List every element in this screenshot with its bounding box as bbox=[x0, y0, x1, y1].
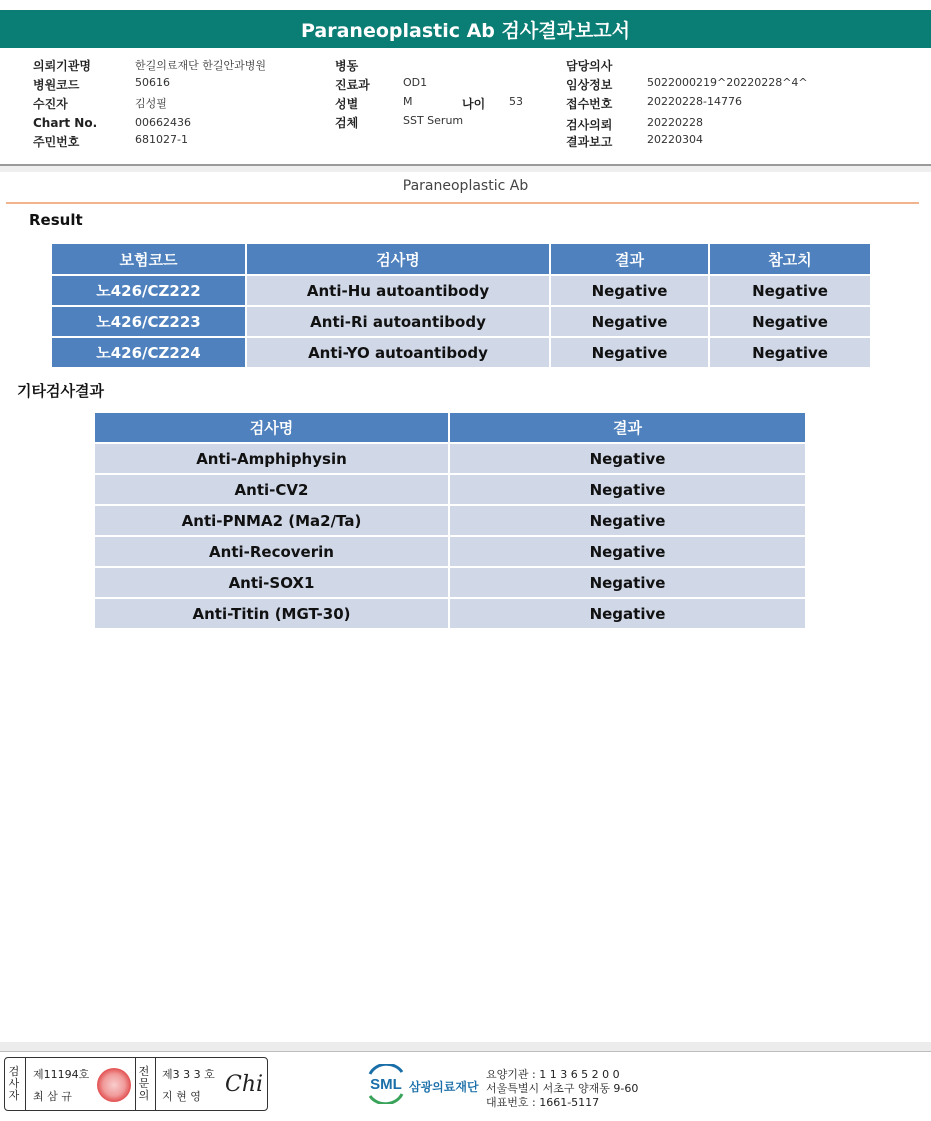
signature: Chi bbox=[225, 1072, 264, 1097]
footer-divider bbox=[0, 1042, 931, 1052]
patient-info bbox=[0, 52, 931, 166]
test-name: Anti-SOX1 bbox=[95, 568, 448, 597]
test-result: Negative bbox=[450, 506, 805, 535]
column-header: 검사명 bbox=[247, 244, 549, 274]
reference-value: Negative bbox=[710, 307, 870, 336]
info-value: OD1 bbox=[403, 76, 428, 89]
age-value: 53 bbox=[509, 95, 523, 108]
info-value: 681027-1 bbox=[135, 133, 188, 146]
info-label: 검체 bbox=[335, 116, 359, 130]
test-name: Anti-Amphiphysin bbox=[95, 444, 448, 473]
info-label: Chart No. bbox=[33, 116, 98, 130]
logo-text: SML bbox=[370, 1076, 402, 1093]
info-label: 검사의뢰 bbox=[566, 118, 613, 132]
address-line: 요양기관 : 1 1 3 6 5 2 0 0 bbox=[486, 1068, 620, 1081]
info-label: 임상정보 bbox=[566, 78, 613, 92]
table-row bbox=[95, 568, 805, 597]
table-row bbox=[52, 307, 870, 336]
info-label: 주민번호 bbox=[33, 135, 80, 149]
info-value: 5022000219^20220228^4^ bbox=[647, 76, 808, 89]
column-header: 결과 bbox=[450, 413, 805, 442]
section-title: Paraneoplastic Ab bbox=[402, 178, 529, 194]
table-row bbox=[52, 276, 870, 305]
examiner-name: 최 삼 규 bbox=[33, 1090, 72, 1103]
info-label: 병원코드 bbox=[33, 78, 80, 92]
info-label: 담당의사 bbox=[566, 59, 613, 73]
table-row bbox=[95, 537, 805, 566]
test-name: Anti-Recoverin bbox=[95, 537, 448, 566]
result-heading: Result bbox=[29, 211, 83, 229]
reference-value: Negative bbox=[710, 276, 870, 305]
info-label: 의뢰기관명 bbox=[33, 59, 91, 73]
report-title: Paraneoplastic Ab 검사결과보고서 bbox=[0, 10, 931, 48]
table-row bbox=[95, 599, 805, 628]
seal-stamp bbox=[97, 1068, 131, 1102]
divider-strip bbox=[0, 166, 931, 172]
info-label: 성별 bbox=[335, 97, 359, 111]
test-result: Negative bbox=[450, 537, 805, 566]
other-results-heading: 기타검사결과 bbox=[17, 382, 104, 400]
info-value: 20220228 bbox=[647, 116, 703, 129]
separator bbox=[135, 1058, 136, 1110]
info-label: 진료과 bbox=[335, 78, 370, 92]
info-value: SST Serum bbox=[403, 114, 464, 127]
test-name: Anti-YO autoantibody bbox=[247, 338, 549, 367]
column-header: 보험코드 bbox=[52, 244, 245, 274]
test-name: Anti-Titin (MGT-30) bbox=[95, 599, 448, 628]
other-results-table bbox=[93, 411, 807, 630]
table-row bbox=[52, 338, 870, 367]
info-value: 50616 bbox=[135, 76, 170, 89]
test-result: Negative bbox=[450, 568, 805, 597]
test-name: Anti-PNMA2 (Ma2/Ta) bbox=[95, 506, 448, 535]
signature-box bbox=[4, 1057, 268, 1111]
insurance-code: 노426/CZ224 bbox=[52, 338, 245, 367]
separator bbox=[25, 1058, 26, 1110]
info-value: 00662436 bbox=[135, 116, 191, 129]
test-result: Negative bbox=[551, 307, 708, 336]
column-header: 참고치 bbox=[710, 244, 870, 274]
test-result: Negative bbox=[450, 599, 805, 628]
test-result: Negative bbox=[450, 475, 805, 504]
specialist-label: 전문의 bbox=[138, 1065, 150, 1102]
address-line: 대표번호 : 1661-5117 bbox=[486, 1096, 600, 1109]
insurance-code: 노426/CZ222 bbox=[52, 276, 245, 305]
table-row bbox=[95, 506, 805, 535]
info-value: 한길의료재단 한길안과병원 bbox=[135, 59, 267, 72]
test-name: Anti-Hu autoantibody bbox=[247, 276, 549, 305]
address-line: 서울특별시 서초구 양재동 9-60 bbox=[486, 1082, 639, 1095]
result-table bbox=[50, 242, 872, 369]
separator bbox=[155, 1058, 156, 1110]
test-name: Anti-Ri autoantibody bbox=[247, 307, 549, 336]
test-result: Negative bbox=[551, 338, 708, 367]
reference-value: Negative bbox=[710, 338, 870, 367]
org-name: 삼광의료재단 bbox=[409, 1080, 479, 1094]
table-row bbox=[95, 444, 805, 473]
info-label: 결과보고 bbox=[566, 135, 613, 149]
info-label: 수진자 bbox=[33, 97, 68, 111]
specialist-name: 지 현 영 bbox=[162, 1090, 201, 1103]
test-result: Negative bbox=[450, 444, 805, 473]
table-row bbox=[95, 475, 805, 504]
examiner-number: 제11194호 bbox=[33, 1068, 90, 1081]
sml-logo-icon bbox=[364, 1064, 408, 1104]
age-label: 나이 bbox=[462, 97, 486, 111]
info-value: 20220304 bbox=[647, 133, 703, 146]
info-label: 병동 bbox=[335, 59, 359, 73]
info-value: 20220228-14776 bbox=[647, 95, 742, 108]
section-divider bbox=[6, 202, 919, 204]
examiner-label: 검사자 bbox=[8, 1065, 20, 1102]
test-result: Negative bbox=[551, 276, 708, 305]
test-name: Anti-CV2 bbox=[95, 475, 448, 504]
insurance-code: 노426/CZ223 bbox=[52, 307, 245, 336]
specialist-number: 제3 3 3 호 bbox=[162, 1068, 215, 1081]
column-header: 검사명 bbox=[95, 413, 448, 442]
info-value: 김성필 bbox=[135, 97, 167, 110]
info-value: M bbox=[403, 95, 413, 108]
column-header: 결과 bbox=[551, 244, 708, 274]
info-label: 접수번호 bbox=[566, 97, 613, 111]
